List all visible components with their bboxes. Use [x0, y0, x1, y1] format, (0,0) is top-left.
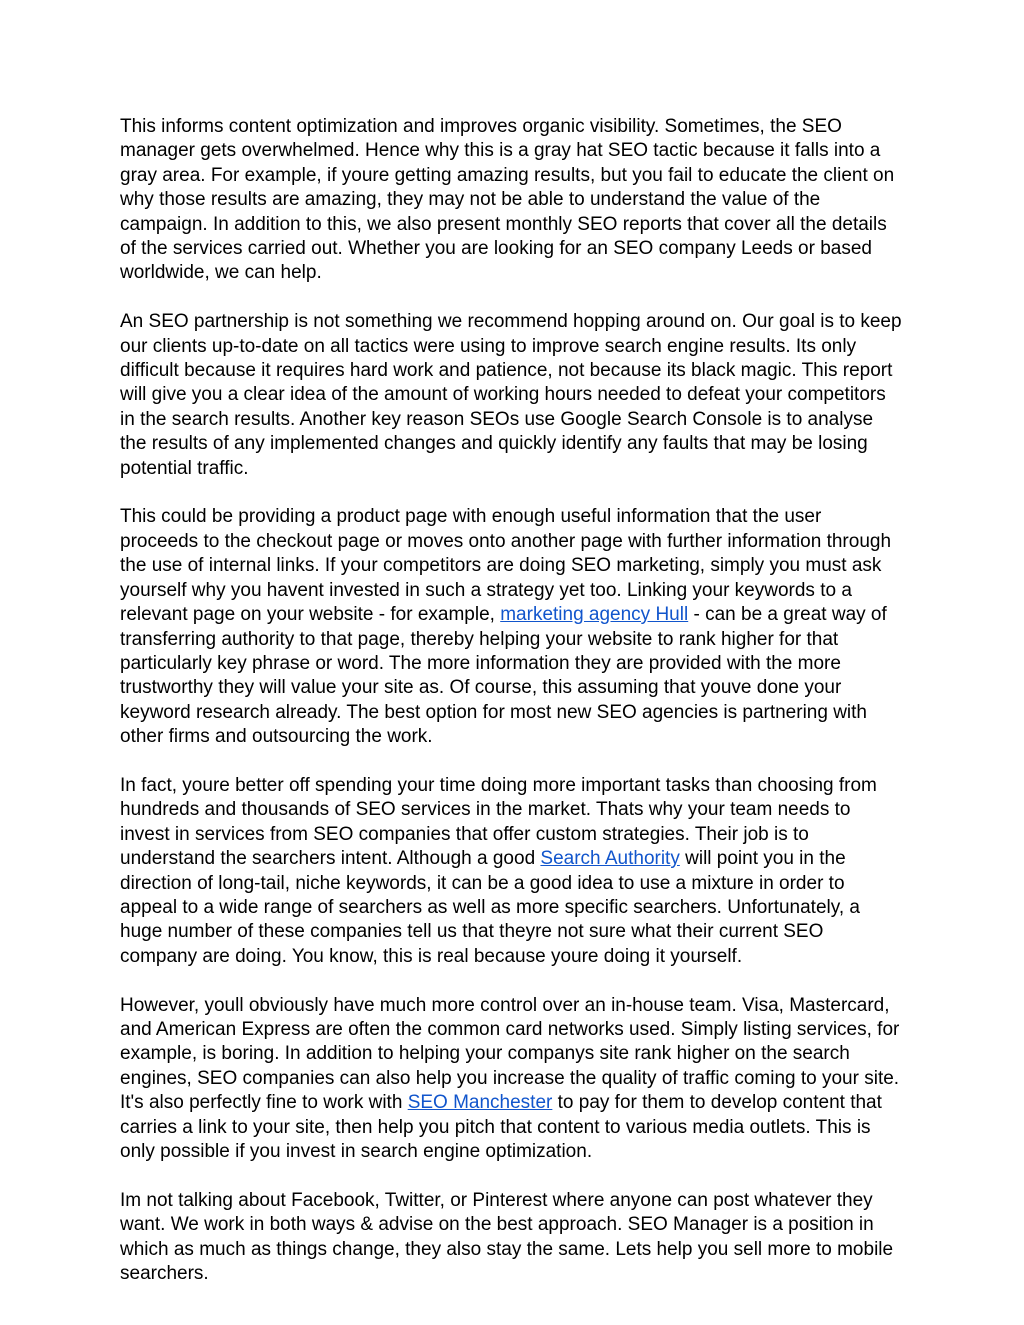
paragraph-text: will point you in the direction of long-tail, niche keywords, it can be a good idea to use a mixture in order to appeal to a wide range of searchers as well as more specific searchers. Unfortunately, a huge number of these companies tell us that theyre not sure what their current SEO company are doing. You know, this is real because youre doing it yourself. [120, 848, 860, 967]
paragraph-5 [120, 994, 903, 1165]
inline-link[interactable]: SEO Manchester [407, 1092, 553, 1114]
paragraph-3 [120, 505, 903, 749]
inline-link[interactable]: marketing agency Hull [500, 604, 689, 626]
paragraph-4 [120, 774, 903, 969]
paragraph-6 [120, 1189, 903, 1287]
paragraph-text: An SEO partnership is not something we recommend hopping around on. Our goal is to keep our clients up-to-date on all tactics were using to improve search engine results. Its only difficult because it requires hard work and patience, not because its black magic. This report will give you a clear idea of the amount of working hours needed to defeat your competitors in the search results. Another key reason SEOs use Google Search Console is to analyse the results of any implemented changes and quickly identify any faults that may be losing potential traffic. [120, 311, 902, 479]
paragraph-text: However, youll obviously have much more control over an in-house team. Visa, Mastercard, and American Express are often the common card networks used. Simply listing services, for example, is boring. In addition to helping your companys site rank higher on the search engines, SEO companies can also help you increase the quality of traffic coming to your site. It's also perfectly fine to work with [120, 994, 900, 1114]
paragraph-1 [120, 115, 903, 286]
inline-link[interactable]: Search Authority [540, 848, 680, 870]
paragraph-text: This informs content optimization and improves organic visibility. Sometimes, the SEO manager gets overwhelmed. Hence why this is a gray hat SEO tactic because it falls into a gray area. For example, if youre getting amazing results, but you fail to educate the client on why those results are amazing, they may not be able to understand the value of the campaign. In addition to this, we also present monthly SEO reports that cover all the details of the services carried out. Whether you are looking for an SEO company Leeds or based worldwide, we can help. [120, 116, 895, 284]
paragraph-text: to pay for them to develop content that carries a link to your site, then help you pitch that content to various media outlets. This is only possible if you invest in search engine optimization. [120, 1092, 882, 1162]
paragraph-text: - can be a great way of transferring authority to that page, thereby helping your website to rank higher for that particularly key phrase or word. The more information they are provided with the more trustworthy they will value your site as. Of course, this assuming that youve done your keyword research already. The best option for most new SEO agencies is partnering with other firms and outsourcing the work. [120, 604, 887, 748]
paragraph-2 [120, 310, 903, 481]
paragraph-text: In fact, youre better off spending your time doing more important tasks than choosing from hundreds and thousands of SEO services in the market. Thats why your team needs to invest in services from SEO companies that offer custom strategies. Their job is to understand the searchers intent. Although a good [120, 774, 877, 870]
document-body [120, 115, 903, 1286]
paragraph-text: Im not talking about Facebook, Twitter, or Pinterest where anyone can post whatever they want. We work in both ways & advise on the best approach. SEO Manager is a position in which as much as things change, they also stay the same. Lets help you sell more to mobile searchers. [120, 1189, 894, 1285]
paragraph-text: This could be providing a product page with enough useful information that the user proceeds to the checkout page or moves onto another page with further information through the use of internal links. If your competitors are doing SEO marketing, simply you must ask yourself why you havent invested in such a strategy yet too. Linking your keywords to a relevant page on your website - for example, [120, 506, 892, 626]
